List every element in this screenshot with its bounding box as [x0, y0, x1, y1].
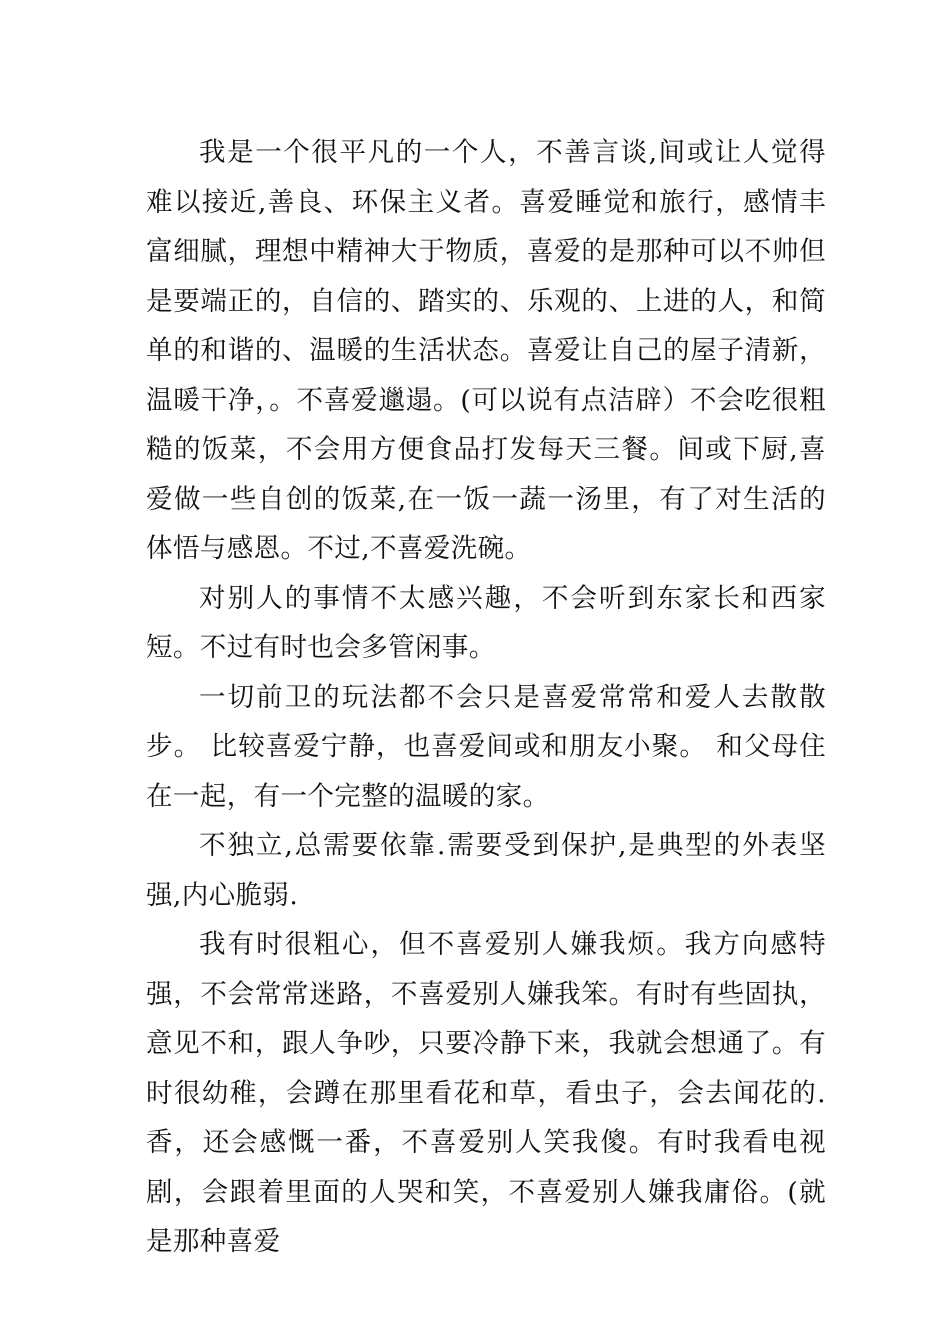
document-body [146, 128, 826, 1267]
paragraph-4: 不独立,总需要依靠.需要受到保护,是典型的外表坚强,内心脆弱. [146, 830, 826, 911]
paragraph-1: 我是一个很平凡的一个人，不善言谈,间或让人觉得难以接近,善良、环保主义者。喜爱睡觉和旅行，感情丰富细腻，理想中精神大于物质，喜爱的是那种可以不帅但是要端正的，自信的、踏实的、乐观的、上进的人，和简单的和谐的、温暖的生活状态。喜爱让自己的屋子清新，温暖干净，。不喜爱邋遢。(可以说有点洁辟）不会吃很粗糙的饭菜，不会用方便食品打发每天三餐。间或下厨,喜爱做一些自创的饭菜,在一饭一蔬一汤里，有了对生活的体悟与感恩。不过,不喜爱洗碗。 [146, 137, 826, 564]
paragraph-3: 一切前卫的玩法都不会只是喜爱常常和爱人去散散步。 比较喜爱宁静，也喜爱间或和朋友小聚。 和父母住在一起，有一个完整的温暖的家。 [146, 681, 826, 812]
paragraph-5: 我有时很粗心，但不喜爱别人嫌我烦。我方向感特强，不会常常迷路，不喜爱别人嫌我笨。有时有些固执，意见不和，跟人争吵，只要冷静下来，我就会想通了。有时很幼稚，会蹲在那里看花和草，看虫子，会去闻花的.香，还会感慨一番，不喜爱别人笑我傻。有时我看电视剧，会跟着里面的人哭和笑，不喜爱别人嫌我庸俗。(就是那种喜爱 [146, 929, 826, 1257]
paragraph-2: 对别人的事情不太感兴趣，不会听到东家长和西家短。不过有时也会多管闲事。 [146, 582, 826, 663]
